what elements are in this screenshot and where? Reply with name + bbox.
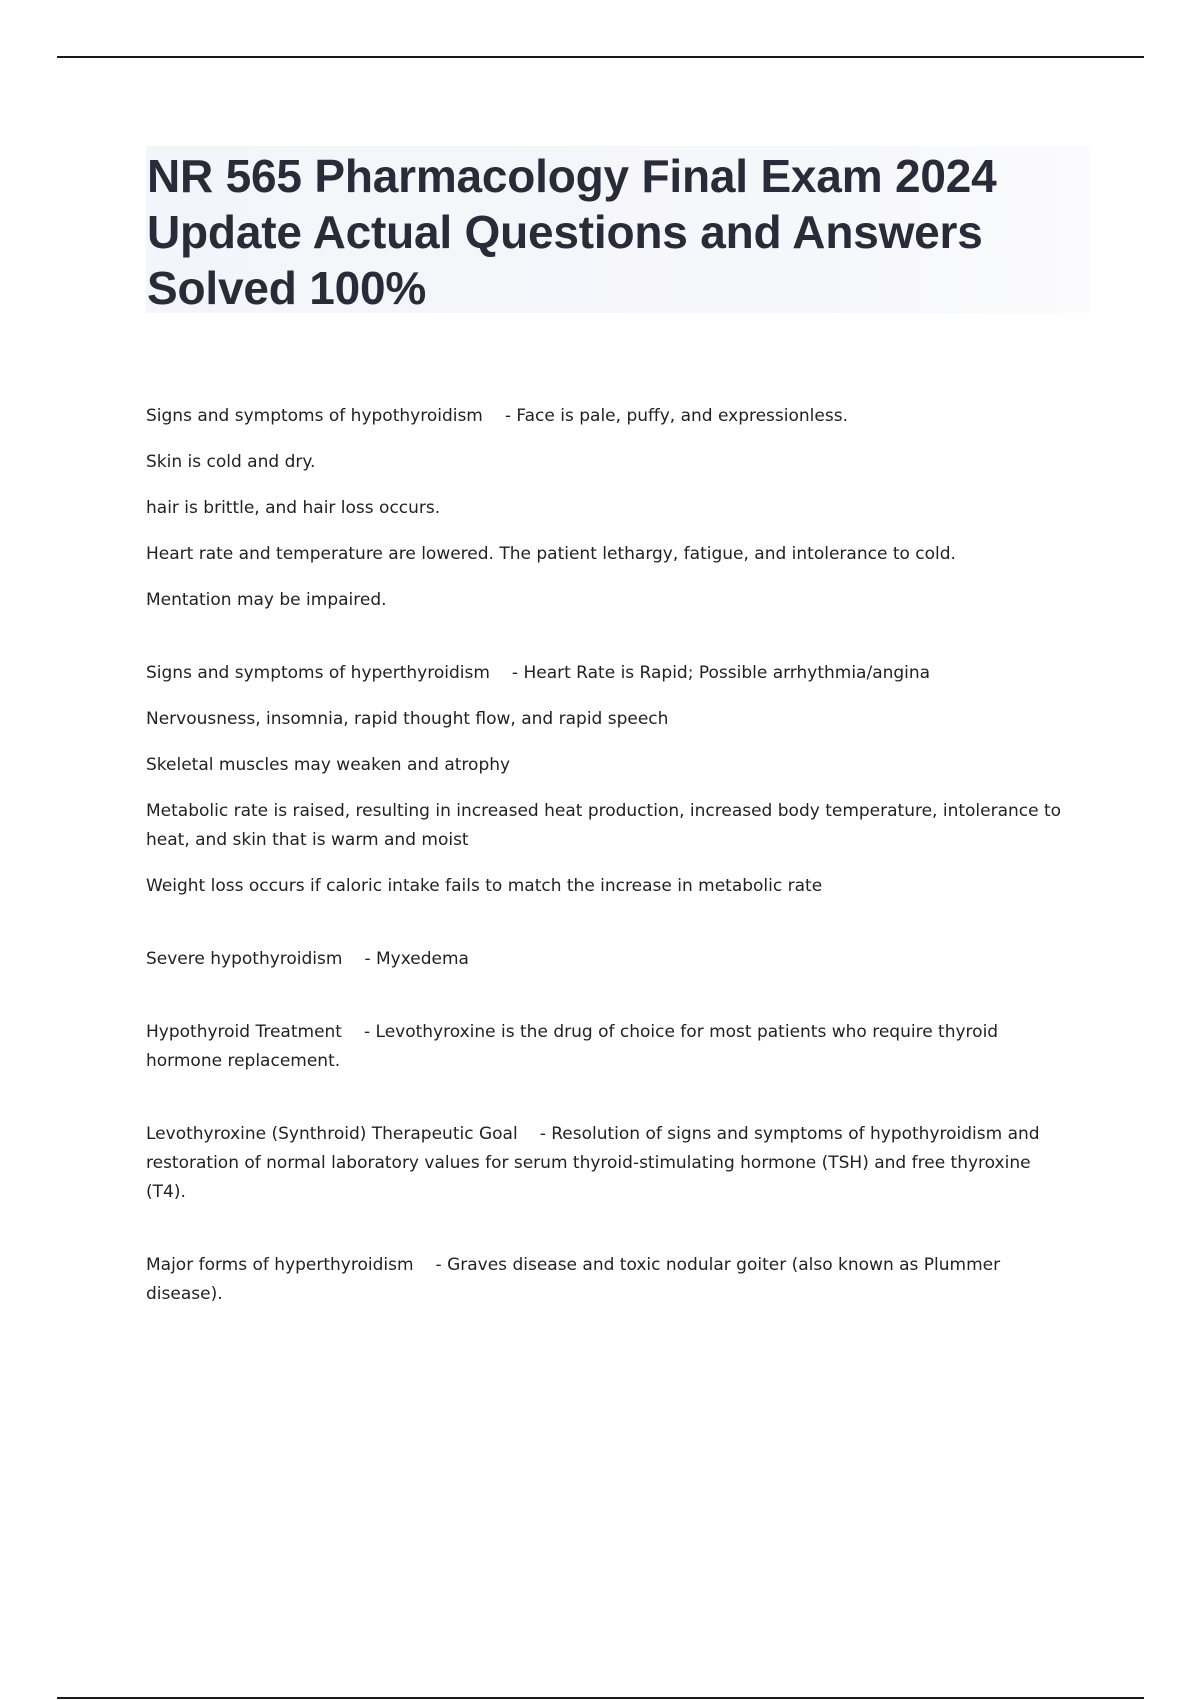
qa-item <box>146 659 1071 901</box>
question-text: Signs and symptoms of hyperthyroidism <box>146 663 490 683</box>
qa-first-line <box>146 1251 1071 1309</box>
answer-text: - Face is pale, puffy, and expressionless. <box>504 406 848 426</box>
qa-item <box>146 1251 1071 1309</box>
question-text: Levothyroxine (Synthroid) Therapeutic Goal <box>146 1124 518 1144</box>
answer-text: - Resolution of signs and symptoms of hypothyroidism and restoration of normal laboratory values for serum thyroid-stimulating hormone (TSH) and free thyroxine (T4). <box>146 1124 1040 1202</box>
answer-line: Weight loss occurs if caloric intake fails to match the increase in metabolic rate <box>146 876 823 896</box>
qa-first-line <box>146 1018 1071 1076</box>
answer-text: - Levothyroxine is the drug of choice for most patients who require thyroid hormone replacement. <box>146 1022 999 1071</box>
answer-line: Metabolic rate is raised, resulting in increased heat production, increased body temperature, intolerance to heat, and skin that is warm and moist <box>146 801 1062 850</box>
question-text: Signs and symptoms of hypothyroidism <box>146 406 483 426</box>
answer-line: Nervousness, insomnia, rapid thought flow, and rapid speech <box>146 709 669 729</box>
top-divider <box>57 56 1144 58</box>
answer-text: - Graves disease and toxic nodular goiter (also known as Plummer disease). <box>146 1255 1001 1304</box>
answer-line: Mentation may be impaired. <box>146 590 387 610</box>
qa-first-line <box>146 402 1071 431</box>
answer-text: - Myxedema <box>364 949 469 969</box>
qa-first-line <box>146 1120 1071 1207</box>
title-banner <box>146 146 1089 313</box>
question-text: Hypothyroid Treatment <box>146 1022 342 1042</box>
qa-item <box>146 1018 1071 1076</box>
answer-text: - Heart Rate is Rapid; Possible arrhythmia/angina <box>511 663 931 683</box>
answer-line: Heart rate and temperature are lowered. The patient lethargy, fatigue, and intolerance to cold. <box>146 544 956 564</box>
qa-first-line <box>146 659 1071 688</box>
qa-item <box>146 945 1071 974</box>
question-text: Severe hypothyroidism <box>146 949 343 969</box>
answer-line: Skin is cold and dry. <box>146 452 316 472</box>
question-text: Major forms of hyperthyroidism <box>146 1255 414 1275</box>
qa-item <box>146 1120 1071 1207</box>
answer-line: hair is brittle, and hair loss occurs. <box>146 498 441 518</box>
qa-list <box>146 402 1071 1353</box>
document-title: NR 565 Pharmacology Final Exam 2024 Update Actual Questions and Answers Solved 100% <box>147 150 997 314</box>
qa-first-line <box>146 945 1071 974</box>
bottom-divider <box>57 1697 1144 1699</box>
qa-item <box>146 402 1071 615</box>
answer-line: Skeletal muscles may weaken and atrophy <box>146 755 511 775</box>
